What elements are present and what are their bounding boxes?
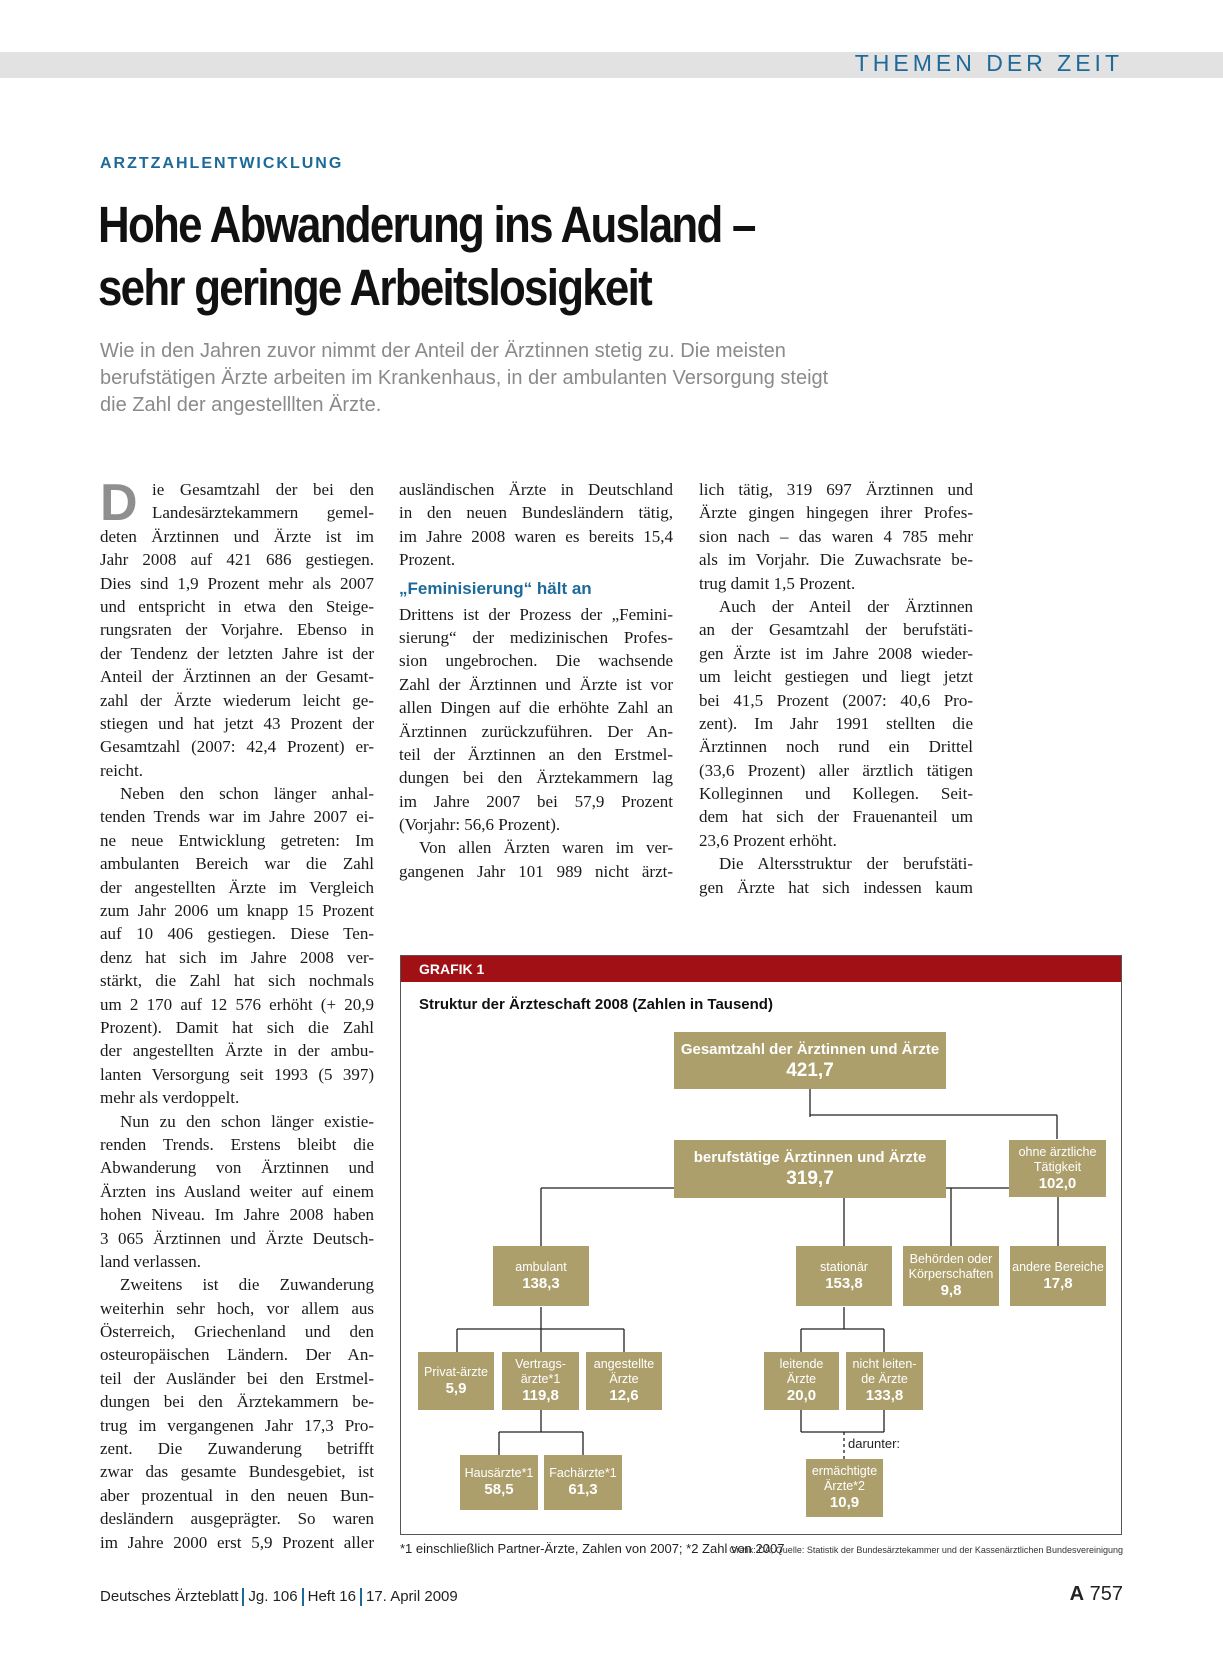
box-vertragsaerzte xyxy=(502,1352,579,1410)
box-label: ohne ärztliche Tätigkeit xyxy=(1018,1144,1097,1174)
body-text-line: 3 065 Ärztinnen und Ärzte Deutsch- xyxy=(100,1228,374,1248)
body-text-line: Auch der Anteil der Ärztinnen xyxy=(719,596,973,616)
separator xyxy=(302,1588,304,1606)
body-text-line: renden Trends. Erstens bleibt die xyxy=(100,1134,374,1154)
body-text-line: Ärzte gingen hingegen ihrer Profes- xyxy=(699,503,973,523)
body-text-line: ne neue Entwicklung getreten: Im xyxy=(100,830,374,850)
body-text-line: rungsraten der Vorjahre. Ebenso in xyxy=(100,620,374,640)
body-text-line: denz hat sich im Jahre 2008 ver- xyxy=(100,947,374,967)
body-text-line: Abwanderung von Ärztinnen und xyxy=(100,1158,374,1178)
body-text-line: Drittens ist der Prozess der „Femini- xyxy=(399,604,673,624)
body-text-line: zent). Im Jahr 1991 stellten die xyxy=(699,713,973,733)
lead-line: berufstätigen Ärzte arbeiten im Krankenhaus, in der ambulanten Versorgung steigt xyxy=(100,367,829,389)
body-text-line: Zahl der Ärztinnen und Ärzte ist vor xyxy=(399,674,673,694)
body-text-line: deten Ärztinnen und Ärzte ist im xyxy=(100,526,374,546)
body-text-line: der Tendenz der letzten Jahre ist der xyxy=(100,643,374,663)
box-label: leitende Ärzte xyxy=(779,1357,824,1386)
body-text-line: trug damit 1,5 Prozent. xyxy=(699,573,856,593)
subhead: „Feminisierung“ hält an xyxy=(399,578,592,598)
box-value: 12,6 xyxy=(609,1387,639,1404)
body-text-line: Kolleginnen und Kollegen. Seit- xyxy=(699,784,973,804)
box-andere-bereiche xyxy=(1010,1246,1106,1306)
body-text-line: Von allen Ärzten waren im ver- xyxy=(419,838,673,858)
body-text-line: Zweitens ist die Zuwanderung xyxy=(120,1275,374,1295)
box-value: 5,9 xyxy=(445,1379,467,1397)
box-leitende-aerzte xyxy=(764,1352,839,1410)
kicker: ARZTZAHLENTWICKLUNG xyxy=(100,155,344,172)
body-text-line: teil der Ärztinnen an den Erstmel- xyxy=(399,744,673,764)
body-text-line: Österreich, Griechenland und den xyxy=(100,1322,374,1342)
darunter-label: darunter: xyxy=(848,1436,901,1451)
box-label: nicht leiten-de Ärzte xyxy=(852,1357,917,1386)
box-label: berufstätige Ärztinnen und Ärzte xyxy=(693,1149,927,1166)
box-label: angestellte Ärzte xyxy=(593,1357,655,1386)
lead-line: die Zahl der angestelllten Ärzte. xyxy=(100,394,382,416)
box-angestellte-aerzte xyxy=(586,1352,662,1410)
page-footer-citation xyxy=(100,1588,458,1606)
box-stationaer xyxy=(796,1246,892,1306)
body-text-line: hohen Niveau. Im Jahre 2008 haben xyxy=(100,1205,374,1225)
body-column-2 xyxy=(399,478,673,883)
body-text-line: (Vorjahr: 56,6 Prozent). xyxy=(399,815,561,835)
body-text-line: allen Dingen auf die erhöhte Zahl an xyxy=(399,698,673,718)
body-text-line: zwar das gesamte Bundesgebiet, ist xyxy=(100,1462,374,1482)
body-text-line: zum Jahr 2006 um knapp 15 Prozent xyxy=(100,901,374,921)
body-text-line: Dies sind 1,9 Prozent mehr als 2007 xyxy=(100,573,374,593)
body-text-line: trug im vergangenen Jahr 17,3 Pro- xyxy=(100,1415,374,1435)
box-hausaerzte xyxy=(460,1455,538,1510)
body-text-line: (33,6 Prozent) aller ärztlich tätigen xyxy=(699,760,973,780)
body-text-line: gen Ärzte hat sich indessen kaum xyxy=(699,877,973,897)
body-text-line: reicht. xyxy=(100,760,143,780)
body-text-line: mehr als verdoppelt. xyxy=(100,1088,240,1108)
box-label: ermächtigte Ärzte*2 xyxy=(811,1464,878,1493)
box-value: 138,3 xyxy=(522,1274,560,1292)
separator xyxy=(360,1588,362,1606)
figure-label: GRAFIK 1 xyxy=(401,956,1121,982)
headline-line: Hohe Abwanderung ins Ausland – xyxy=(98,196,755,253)
box-value: 20,0 xyxy=(786,1387,817,1404)
body-text-line: und entspricht in etwa den Steige- xyxy=(100,596,374,616)
drop-cap: D xyxy=(100,474,138,532)
body-text-line: der angestellten Ärzte im Vergleich xyxy=(100,877,374,897)
body-text-line: stärkt, die Zahl hat sich nochmals xyxy=(100,971,374,991)
box-value: 9,8 xyxy=(940,1282,962,1299)
box-value: 133,8 xyxy=(865,1387,904,1404)
box-gesamtzahl xyxy=(674,1032,946,1089)
separator xyxy=(242,1588,244,1606)
body-text-line: Nun zu den schon länger existie- xyxy=(120,1111,374,1131)
body-text-line: Landesärztekammern gemel- xyxy=(152,503,374,523)
body-text-line: Anteil der Ärztinnen an der Gesamt- xyxy=(100,667,374,687)
body-text-line: land verlassen. xyxy=(100,1251,202,1271)
body-text-line: im Jahre 2008 waren es bereits 15,4 xyxy=(399,526,673,546)
box-value: 10,9 xyxy=(829,1494,860,1511)
box-privataerzte xyxy=(418,1352,494,1410)
body-text-line: desländern ausgeprägter. So waren xyxy=(100,1509,374,1529)
journal-date: 17. April 2009 xyxy=(366,1588,458,1605)
body-text-line: osteuropäischen Ländern. Der An- xyxy=(100,1345,374,1365)
headline-line: sehr geringe Arbeitslosigkeit xyxy=(98,259,651,316)
box-ambulant xyxy=(493,1246,589,1306)
figure-grafik-1 xyxy=(400,955,1122,1535)
body-text-line: lich tätig, 319 697 Ärztinnen und xyxy=(699,480,973,499)
body-text-line: ausländischen Ärzte in Deutschland xyxy=(399,480,673,499)
body-text-line: tenden Trends war im Jahre 2007 ei- xyxy=(100,807,374,827)
box-label: Gesamtzahl der Ärztinnen und Ärzte xyxy=(680,1040,940,1058)
box-value: 102,0 xyxy=(1038,1174,1077,1192)
box-nicht-leitende-aerzte xyxy=(846,1352,923,1410)
body-text-line: sion nach – das waren 4 785 mehr xyxy=(699,526,973,546)
body-text-line: sion ungebrochen. Die wachsende xyxy=(399,651,673,671)
page-number-value: 757 xyxy=(1089,1583,1123,1605)
box-value: 61,3 xyxy=(568,1481,598,1498)
figure-source: Grafik: DÄ; Quelle: Statistik der Bundesärztekammer und der Kassenärztlichen Bundesvereinigung xyxy=(729,1545,1123,1555)
journal-name: Deutsches Ärzteblatt xyxy=(100,1588,239,1605)
body-text-line: sierung“ der medizinischen Profes- xyxy=(399,627,673,647)
body-text-line: dungen bei den Ärztekammern be- xyxy=(100,1392,374,1412)
figure-title: Struktur der Ärzteschaft 2008 (Zahlen in Tausend) xyxy=(419,996,773,1013)
box-value: 421,7 xyxy=(786,1059,834,1081)
body-text-line: Ärztinnen zurückzuführen. Der An- xyxy=(399,721,673,741)
box-value: 153,8 xyxy=(825,1274,863,1292)
body-column-1 xyxy=(100,474,374,1554)
section-label: THEMEN DER ZEIT xyxy=(854,50,1123,76)
page-prefix: A xyxy=(1069,1583,1085,1605)
box-label: Behörden oder Körperschaften xyxy=(908,1252,994,1281)
body-text-line: auf 10 406 gestiegen. Diese Ten- xyxy=(100,924,374,944)
box-fachaerzte xyxy=(544,1455,622,1510)
body-text-line: gen Ärzte ist im Jahre 2008 wieder- xyxy=(699,643,973,663)
body-text-line: Prozent). Damit hat sich die Zahl xyxy=(100,1017,374,1037)
box-berufstaetig xyxy=(674,1140,946,1198)
box-value: 319,7 xyxy=(786,1168,834,1189)
page-number xyxy=(1070,1583,1123,1606)
box-label: Privat-ärzte xyxy=(424,1364,488,1379)
body-text-line: um 2 170 auf 12 576 erhöht (+ 20,9 xyxy=(100,994,374,1014)
body-text-line: Ärzten ins Ausland weiter auf einem xyxy=(100,1181,374,1201)
body-text-line: Ärztinnen noch rund ein Drittel xyxy=(699,737,973,757)
lead-paragraph xyxy=(100,338,980,419)
box-label: andere Bereiche xyxy=(1012,1259,1104,1274)
body-text-line: der angestellten Ärzte in der ambu- xyxy=(100,1041,374,1061)
body-text-line: 23,6 Prozent erhöht. xyxy=(699,830,837,850)
box-label: Hausärzte*1 xyxy=(464,1466,534,1480)
body-text-line: bei 41,5 Prozent (2007: 40,6 Pro- xyxy=(699,690,973,710)
body-text-line: stiegen und hat jetzt 43 Prozent der xyxy=(100,713,374,733)
body-text-line: dem hat sich der Frauenanteil um xyxy=(699,807,973,827)
body-text-line: gangenen Jahr 101 989 nicht ärzt- xyxy=(399,861,673,881)
body-text-line: an der Gesamtzahl der berufstäti- xyxy=(699,620,973,640)
body-text-line: Gesamtzahl (2007: 42,4 Prozent) er- xyxy=(100,737,374,757)
box-label: Vertrags-ärzte*1 xyxy=(515,1357,566,1386)
box-value: 119,8 xyxy=(522,1387,559,1404)
box-label: stationär xyxy=(820,1259,868,1274)
body-text-line: Die Altersstruktur der berufstäti- xyxy=(719,854,973,874)
body-text-line: lanten Versorgung seit 1993 (5 397) xyxy=(100,1064,374,1084)
body-text-line: weiterhin sehr hoch, vor allem aus xyxy=(100,1298,374,1318)
box-value: 58,5 xyxy=(484,1481,514,1498)
figure-footnote: *1 einschließlich Partner-Ärzte, Zahlen von 2007; *2 Zahl von 2007 xyxy=(400,1541,785,1556)
body-text-line: Jahr 2008 auf 421 686 gestiegen. xyxy=(100,550,374,570)
box-label: ambulant xyxy=(515,1259,567,1274)
journal-issue: Heft 16 xyxy=(307,1588,356,1605)
box-ermaechtigte-aerzte xyxy=(806,1459,883,1517)
box-ohne-taetigkeit xyxy=(1009,1140,1106,1197)
body-text-line: aber prozentual in den neuen Bun- xyxy=(100,1485,374,1505)
body-text-line: Prozent. xyxy=(399,550,456,570)
box-label: Fachärzte*1 xyxy=(549,1466,617,1480)
body-text-line: teil der Ausländer bei den Erstmel- xyxy=(100,1368,374,1388)
journal-volume: Jg. 106 xyxy=(248,1588,298,1605)
body-text-line: zent. Die Zuwanderung betrifft xyxy=(100,1439,374,1459)
body-text-line: ie Gesamtzahl der bei den xyxy=(152,480,374,499)
body-text-line: im Jahre 2000 erst 5,9 Prozent aller xyxy=(100,1532,374,1552)
body-text-line: ambulanten Bereich war die Zahl xyxy=(100,854,374,874)
body-text-line: um leicht gestiegen und liegt jetzt xyxy=(699,667,973,687)
body-text-line: in den neuen Bundesländern tätig, xyxy=(399,503,673,523)
body-text-line: zahl der Ärzte wiederum leicht ge- xyxy=(100,690,374,710)
box-value: 17,8 xyxy=(1043,1274,1073,1292)
body-text-line: dungen bei den Ärztekammern lag xyxy=(399,768,673,788)
body-text-line: Neben den schon länger anhal- xyxy=(120,784,374,804)
body-text-line: im Jahre 2007 bei 57,9 Prozent xyxy=(399,791,673,811)
body-column-3 xyxy=(699,478,973,899)
headline xyxy=(98,193,924,319)
box-behoerden xyxy=(903,1246,999,1306)
lead-line: Wie in den Jahren zuvor nimmt der Anteil der Ärztinnen stetig zu. Die meisten xyxy=(100,340,786,362)
body-text-line: als im Vorjahr. Die Zuwachsrate be- xyxy=(699,550,973,570)
